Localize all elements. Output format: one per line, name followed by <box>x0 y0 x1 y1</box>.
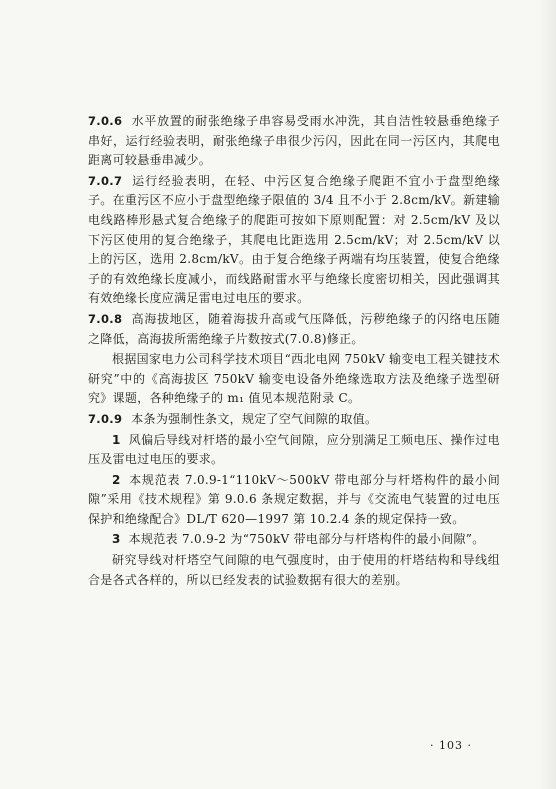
item-number: 3 <box>112 532 121 547</box>
item-text: 本规范表 7.0.9-2 为“750kV 带电部分与杆塔构件的最小间隙”。 <box>128 532 485 547</box>
item-number: 2 <box>112 472 121 487</box>
clause-7-0-9-item-2 <box>88 471 500 530</box>
item-text: 本规范表 7.0.9-1“110kV～500kV 带电部分与杆塔构件的最小间隙”采用《技术规程》第 9.0.6 条规定数据，并与《交流电气装置的过电压保护和绝缘配合》DL/T 620—1997 第 10.2.4 条的规定保持一致。 <box>88 472 500 526</box>
item-number: 1 <box>112 432 121 447</box>
page-number: · 103 · <box>430 739 472 752</box>
clause-text: 本条为强制性条文，规定了空气间隙的取值。 <box>131 411 378 426</box>
clause-7-0-9 <box>88 410 500 430</box>
page-edge-shadow <box>538 0 556 789</box>
document-body <box>88 112 500 591</box>
clause-7-0-6 <box>88 112 500 171</box>
item-text: 风偏后导线对杆塔的最小空气间隙，应分别满足工频电压、操作过电压及雷电过电压的要求。 <box>88 432 500 467</box>
clause-text: 水平放置的耐张绝缘子串容易受雨水冲洗，其自洁性较悬垂绝缘子串好，运行经验表明，耐张绝缘子串很少污闪，因此在同一污区内，其爬电距离可较悬垂串减少。 <box>88 114 500 168</box>
clause-7-0-7 <box>88 172 500 309</box>
clause-7-0-9-item-3 <box>88 530 500 550</box>
clause-text: 高海拔地区，随着海拔升高或气压降低，污秽绝缘子的闪络电压随之降低，高海拔所需绝缘子片数按式(7.0.8)修正。 <box>88 311 500 346</box>
clause-7-0-8-paragraph-2: 根据国家电力公司科学技术项目“西北电网 750kV 输变电工程关键技术研究”中的《高海拔区 750kV 输变电设备外绝缘选取方法及绝缘子选型研究》课题，各种绝缘子的 m₁ 值见本规范附录 C。 <box>88 352 500 406</box>
clause-number: 7.0.7 <box>88 173 123 188</box>
clause-text: 运行经验表明，在轻、中污区复合绝缘子爬距不宜小于盘型绝缘子。在重污区不应小于盘型绝缘子限值的 3/4 且不小于 2.8cm/kV。新建输电线路棒形悬式复合绝缘子的爬距可按如下原则配置：对 2.5cm/kV 及以下污区使用的复合绝缘子，其爬电比距选用 2.5cm/kV；对 2.5cm/kV 以上的污区，选用 2.8cm/kV。由于复合绝缘子两端有均压装置，使复合绝缘子的有效绝缘长度减小，而线路耐雷水平与绝缘长度密切相关，因此强调其有效绝缘长度应满足雷电过电压的要求。 <box>88 173 500 306</box>
clause-7-0-8 <box>88 310 500 349</box>
clause-number: 7.0.8 <box>88 311 123 326</box>
clause-number: 7.0.9 <box>88 411 123 426</box>
clause-7-0-9-closing: 研究导线对杆塔空气间隙的电气强度时，由于使用的杆塔结构和导线组合是各式各样的，所以已经发表的试验数据有很大的差别。 <box>88 553 500 587</box>
clause-7-0-9-item-1 <box>88 431 500 470</box>
clause-number: 7.0.6 <box>88 114 123 128</box>
